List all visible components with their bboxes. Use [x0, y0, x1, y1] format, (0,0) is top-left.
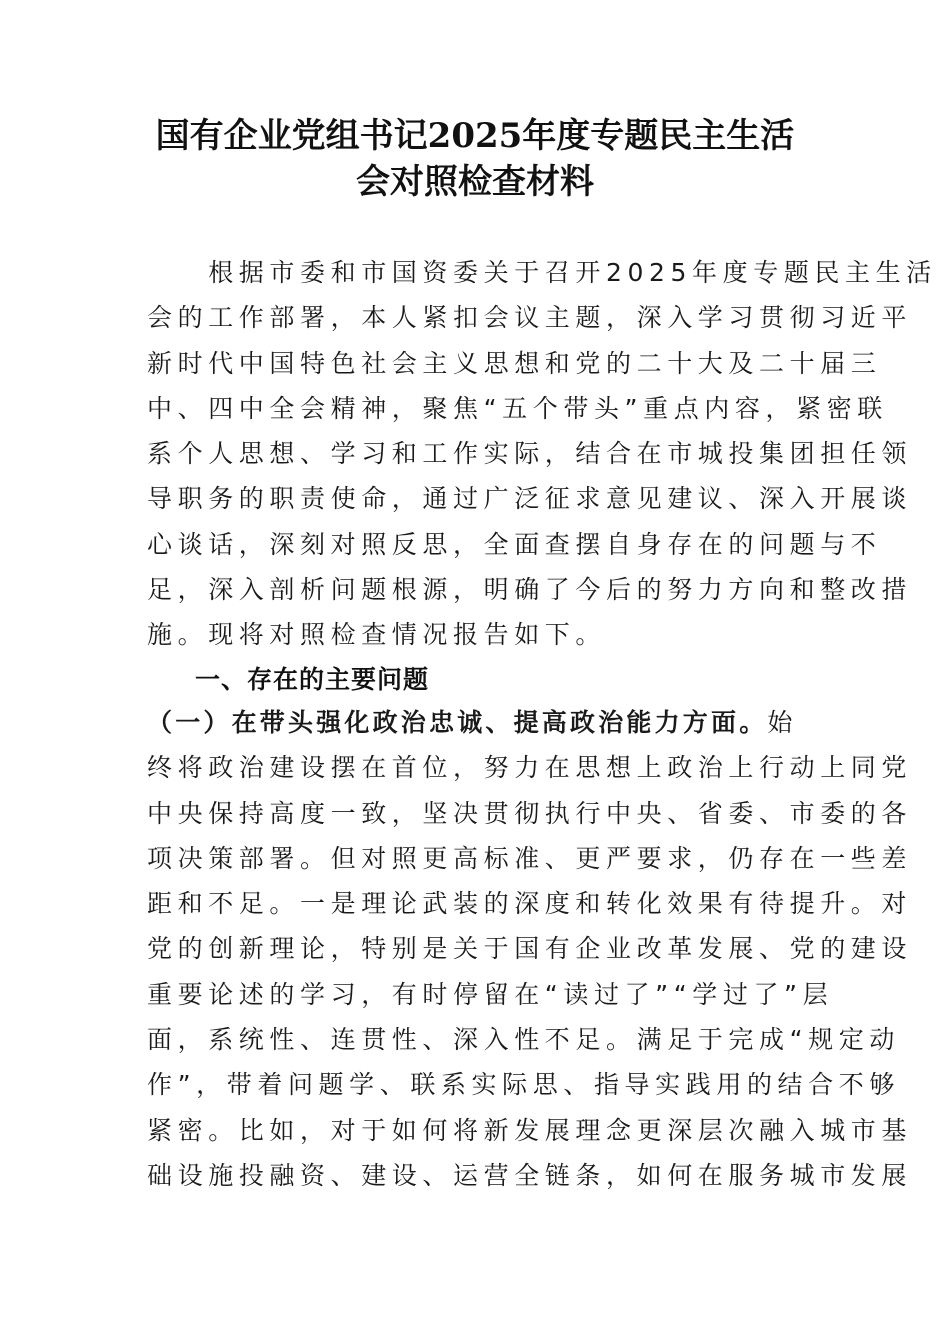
subsection-line: 党的创新理论，特别是关于国有企业改革发展、党的建设 — [147, 934, 913, 964]
subsection-heading: （一）在带头强化政治忠诚、提高政治能力方面。 — [147, 708, 768, 737]
subsection-line: 面，系统性、连贯性、深入性不足。满足于完成“规定动 — [147, 1025, 900, 1055]
subsection-line: 作”，带着问题学、联系实际思、指导实践用的结合不够 — [147, 1070, 900, 1100]
subsection-line: 础设施投融资、建设、运营全链条，如何在服务城市发展 — [147, 1160, 913, 1190]
intro-line: 根据市委和市国资委关于召开2025年度专题民主生活 — [147, 258, 937, 287]
intro-line: 心谈话，深刻对照反思，全面查摆自身存在的问题与不 — [147, 529, 882, 559]
intro-line: 导职务的职责使命，通过广泛征求意见建议、深入开展谈 — [147, 484, 913, 514]
document-title-line-1: 国有企业党组书记2025年度专题民主生活 — [155, 116, 795, 156]
subsection-line: 项决策部署。但对照更高标准、更严要求，仍存在一些差 — [147, 843, 913, 873]
intro-line: 施。现将对照检查情况报告如下。 — [147, 620, 607, 650]
document-title-line-2: 会对照检查材料 — [356, 162, 594, 202]
intro-line: 会的工作部署，本人紧扣会议主题，深入学习贯彻习近平 — [147, 303, 913, 333]
subsection-paragraph — [147, 700, 913, 1198]
intro-paragraph — [147, 250, 937, 658]
intro-line: 系个人思想、学习和工作实际，结合在市城投集团担任领 — [147, 439, 913, 469]
subsection-line: 距和不足。一是理论武装的深度和转化效果有待提升。对 — [147, 889, 913, 919]
intro-line: 中、四中全会精神，聚焦“五个带头”重点内容，紧密联 — [147, 393, 888, 423]
intro-line: 足，深入剖析问题根源，明确了今后的努力方向和整改措 — [147, 575, 913, 605]
section-heading: 一、存在的主要问题 — [195, 665, 430, 694]
subsection-line: 中央保持高度一致，坚决贯彻执行中央、省委、市委的各 — [147, 798, 913, 828]
subsection-line: 终将政治建设摆在首位，努力在思想上政治上行动上同党 — [147, 753, 913, 783]
subsection-first-line — [147, 700, 807, 745]
subsection-line: 紧密。比如，对于如何将新发展理念更深层次融入城市基 — [147, 1115, 913, 1145]
intro-line: 新时代中国特色社会主义思想和党的二十大及二十届三 — [147, 348, 882, 378]
subsection-first-line-rest: 始 — [767, 708, 799, 737]
subsection-line: 重要论述的学习，有时停留在“读过了”“学过了”层 — [147, 979, 834, 1009]
